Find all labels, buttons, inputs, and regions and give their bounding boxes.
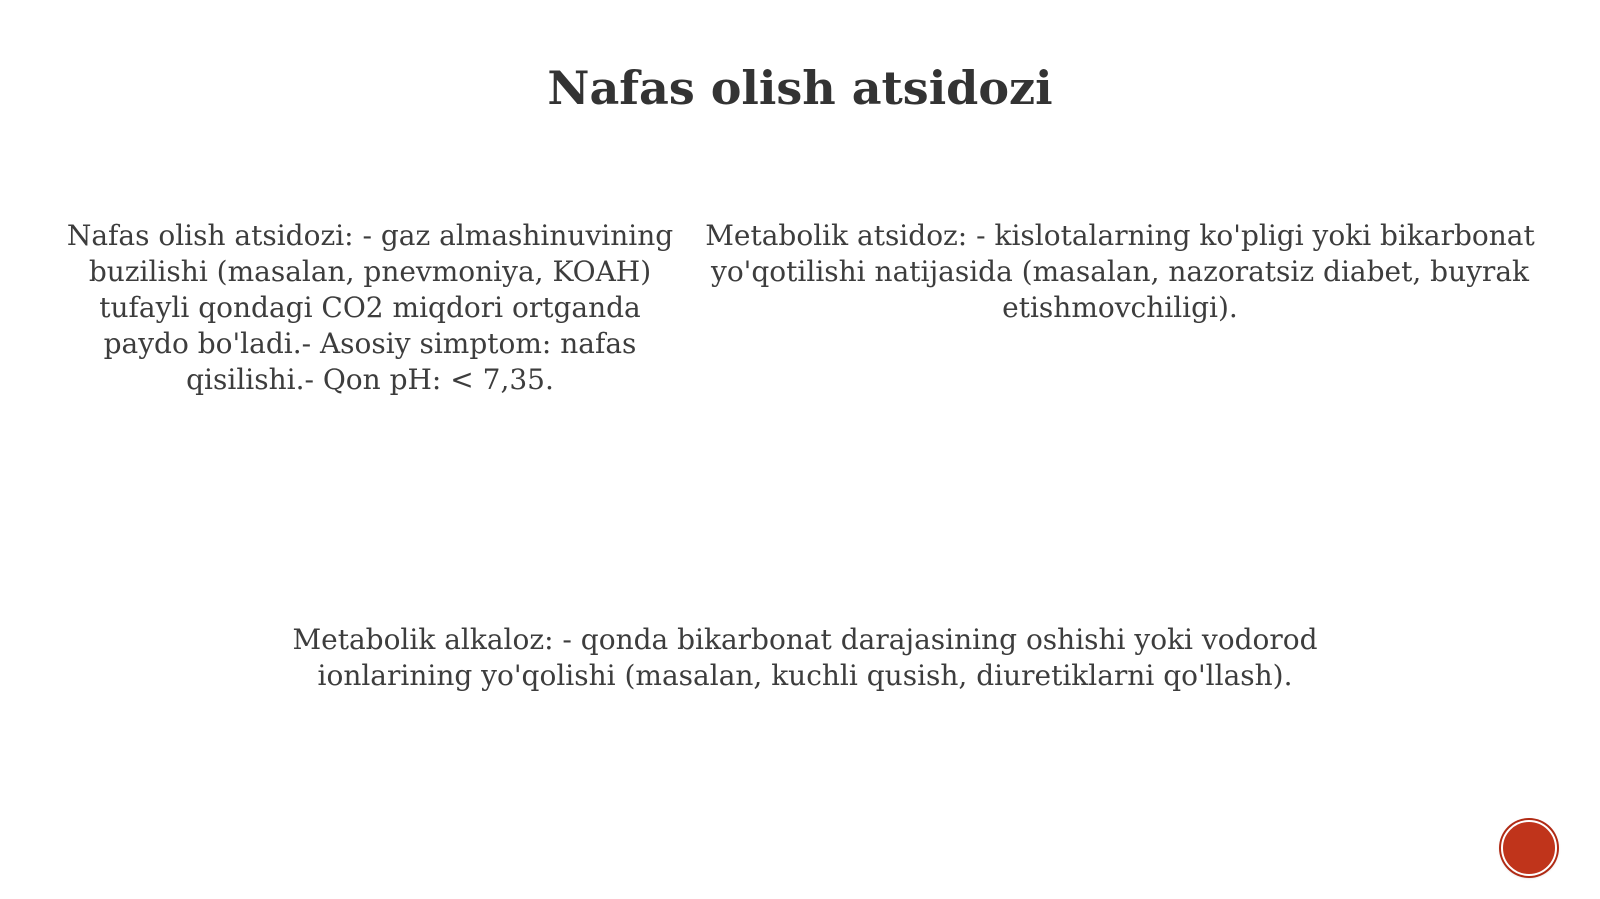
slide-title: Nafas olish atsidozi (547, 61, 1053, 115)
text-block-respiratory-acidosis: Nafas olish atsidozi: - gaz almashinuvining buzilishi (masalan, pnevmoniya, KOAH) tufayli qondagi CO2 miqdori ortganda paydo bo'ladi.- Asosiy simptom: nafas qisilishi.- Qon pH: < 7,35. (66, 219, 674, 396)
text-block-metabolic-acidosis: Metabolik atsidoz: - kislotalarning ko'pligi yoki bikarbonat yo'qotilishi natijasida (masalan, nazoratsiz diabet, buyrak etishmovchiligi). (705, 219, 1535, 324)
slide-nav-button[interactable] (1501, 820, 1557, 876)
text-block-metabolic-alkalosis: Metabolik alkaloz: - qonda bikarbonat darajasining oshishi yoki vodorod ionlarining yo'qolishi (masalan, kuchli qusish, diuretiklarni qo'llash). (292, 623, 1318, 692)
